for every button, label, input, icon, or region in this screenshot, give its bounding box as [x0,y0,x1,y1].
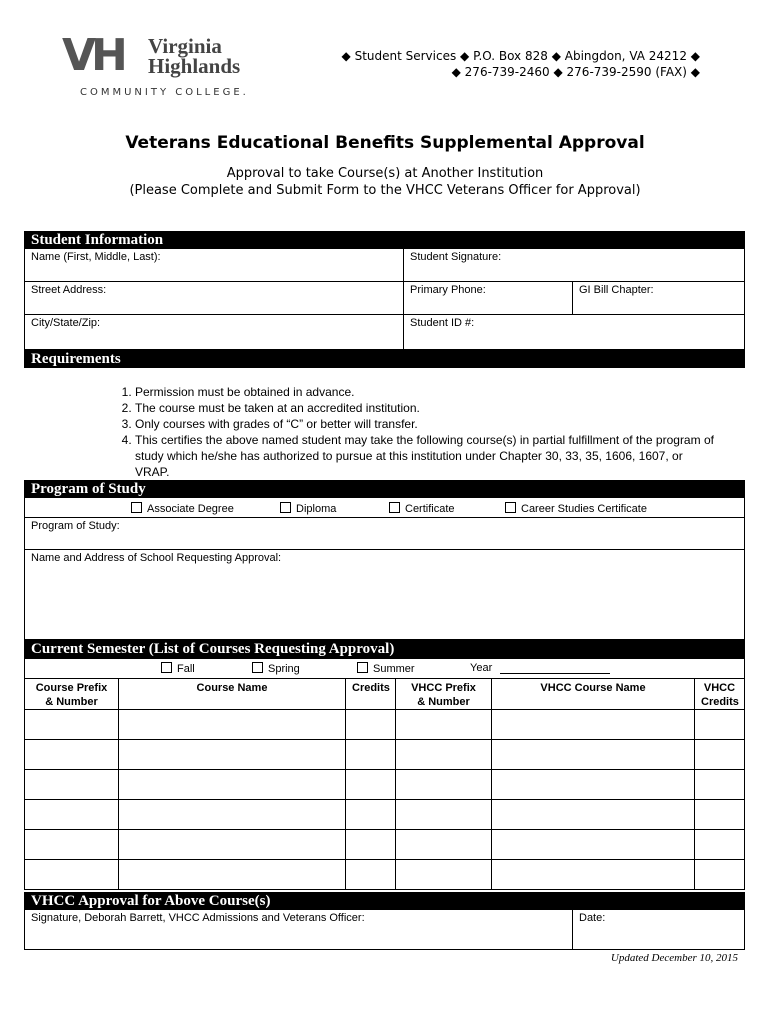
vhcc-credits-cell[interactable] [694,829,745,860]
year-input[interactable] [500,673,610,674]
approval-signature-label: Signature, Deborah Barrett, VHCC Admissions and Veterans Officer: [31,912,365,924]
street-label: Street Address: [31,284,107,296]
name-label: Name (First, Middle, Last): [31,251,161,263]
vhcc-course-name-cell[interactable] [491,829,695,860]
primary-phone-field[interactable] [403,281,573,315]
course-name-cell[interactable] [118,769,346,800]
program-of-study-field[interactable] [24,517,745,550]
vhcc-prefix-cell[interactable] [395,829,492,860]
certificate-option[interactable]: Certificate [389,502,455,515]
column-header-vhcc-course-name: VHCC Course Name [491,678,695,710]
contact-line-2: ◆ 276-739-2460 ◆ 276-739-2590 (FAX) ◆ [451,65,700,79]
vhcc-credits-cell[interactable] [694,799,745,830]
checkbox-icon[interactable] [357,662,368,673]
form-title: Veterans Educational Benefits Supplemental Approval [125,133,645,153]
gi-bill-chapter-field[interactable] [572,281,745,315]
course-name-cell[interactable] [118,799,346,830]
student-info-header: Student Information [24,231,745,249]
vhcc-prefix-cell[interactable] [395,709,492,740]
logo-monogram: VH [62,30,123,81]
requirements-list [117,384,717,480]
student-signature-field[interactable] [403,248,745,282]
requirement-item: 1. Permission must be obtained in advance. [135,384,717,400]
summer-option[interactable]: Summer [357,662,415,675]
school-label: Name and Address of School Requesting Approval: [31,552,282,564]
vhcc-prefix-cell[interactable] [395,739,492,770]
column-header-course-prefix: Course Prefix & Number [24,678,119,710]
course-name-cell[interactable] [118,739,346,770]
career-studies-option[interactable]: Career Studies Certificate [505,502,647,515]
credits-cell[interactable] [345,859,396,890]
vhcc-course-name-cell[interactable] [491,859,695,890]
requirements-header: Requirements [24,350,745,368]
program-type-row [24,497,745,518]
vhcc-credits-cell[interactable] [694,769,745,800]
course-prefix-cell[interactable] [24,829,119,860]
logo-name-line1: Virginia [148,34,222,58]
vhcc-course-name-cell[interactable] [491,799,695,830]
requirement-item: 4. This certifies the above named student may take the following course(s) in partial fulfillment of the program of study which he/she has authorized to pursue at this institution under Chapter 30, 33, 35, 1606, 1607, or VRAP. [135,432,717,480]
updated-date: Updated December 10, 2015 [610,952,738,964]
city-state-zip-field[interactable] [24,314,404,350]
vhcc-course-name-cell[interactable] [491,709,695,740]
column-header-course-name: Course Name [118,678,346,710]
name-field[interactable] [24,248,404,282]
requirement-item: 3. Only courses with grades of “C” or better will transfer. [135,416,717,432]
course-prefix-cell[interactable] [24,709,119,740]
credits-cell[interactable] [345,769,396,800]
logo-name-line2: Highlands [148,54,241,78]
requirement-item: 2. The course must be taken at an accredited institution. [135,400,717,416]
logo-name [148,36,240,76]
spring-option[interactable]: Spring [252,662,300,675]
course-name-cell[interactable] [118,859,346,890]
approval-date-field[interactable] [572,909,745,950]
fall-option[interactable]: Fall [161,662,195,675]
semester-header: Current Semester (List of Courses Requesting Approval) [24,640,745,658]
form-subtitle-1: Approval to take Course(s) at Another Institution [226,166,544,181]
gi-bill-label: GI Bill Chapter: [579,284,654,296]
vhcc-course-name-cell[interactable] [491,739,695,770]
column-header-credits: Credits [345,678,396,710]
credits-cell[interactable] [345,739,396,770]
contact-line-1: ◆ Student Services ◆ P.O. Box 828 ◆ Abingdon, VA 24212 ◆ [341,49,700,63]
column-header-vhcc-credits: VHCC Credits [694,678,745,710]
program-header: Program of Study [24,480,745,498]
approval-header: VHCC Approval for Above Course(s) [24,892,745,910]
vhcc-credits-cell[interactable] [694,739,745,770]
checkbox-icon[interactable] [505,502,516,513]
student-id-field[interactable] [403,314,745,350]
associate-degree-option[interactable]: Associate Degree [131,502,234,515]
checkbox-icon[interactable] [252,662,263,673]
vhcc-prefix-cell[interactable] [395,859,492,890]
vhcc-course-name-cell[interactable] [491,769,695,800]
city-label: City/State/Zip: [31,317,101,329]
semester-row [24,658,745,679]
vhcc-prefix-cell[interactable] [395,799,492,830]
checkbox-icon[interactable] [389,502,400,513]
vhcc-prefix-cell[interactable] [395,769,492,800]
year-label: Year [470,662,493,674]
phone-label: Primary Phone: [410,284,486,296]
student-id-label: Student ID #: [410,317,475,329]
course-name-cell[interactable] [118,709,346,740]
checkbox-icon[interactable] [131,502,142,513]
program-label: Program of Study: [31,520,120,532]
course-table [24,678,745,891]
college-logo [62,30,262,104]
credits-cell[interactable] [345,799,396,830]
signature-label: Student Signature: [410,251,502,263]
credits-cell[interactable] [345,829,396,860]
approval-signature-field[interactable] [24,909,573,950]
vhcc-credits-cell[interactable] [694,709,745,740]
course-prefix-cell[interactable] [24,799,119,830]
column-header-vhcc-prefix: VHCC Prefix & Number [395,678,492,710]
date-label: Date: [579,912,606,924]
credits-cell[interactable] [345,709,396,740]
course-prefix-cell[interactable] [24,769,119,800]
course-prefix-cell[interactable] [24,859,119,890]
course-prefix-cell[interactable] [24,739,119,770]
diploma-option[interactable]: Diploma [280,502,336,515]
course-name-cell[interactable] [118,829,346,860]
street-address-field[interactable] [24,281,404,315]
checkbox-icon[interactable] [161,662,172,673]
form-subtitle-2: (Please Complete and Submit Form to the VHCC Veterans Officer for Approval) [129,183,641,198]
logo-tagline: COMMUNITY COLLEGE. [80,87,249,98]
checkbox-icon[interactable] [280,502,291,513]
vhcc-credits-cell[interactable] [694,859,745,890]
school-name-address-field[interactable] [24,549,745,640]
